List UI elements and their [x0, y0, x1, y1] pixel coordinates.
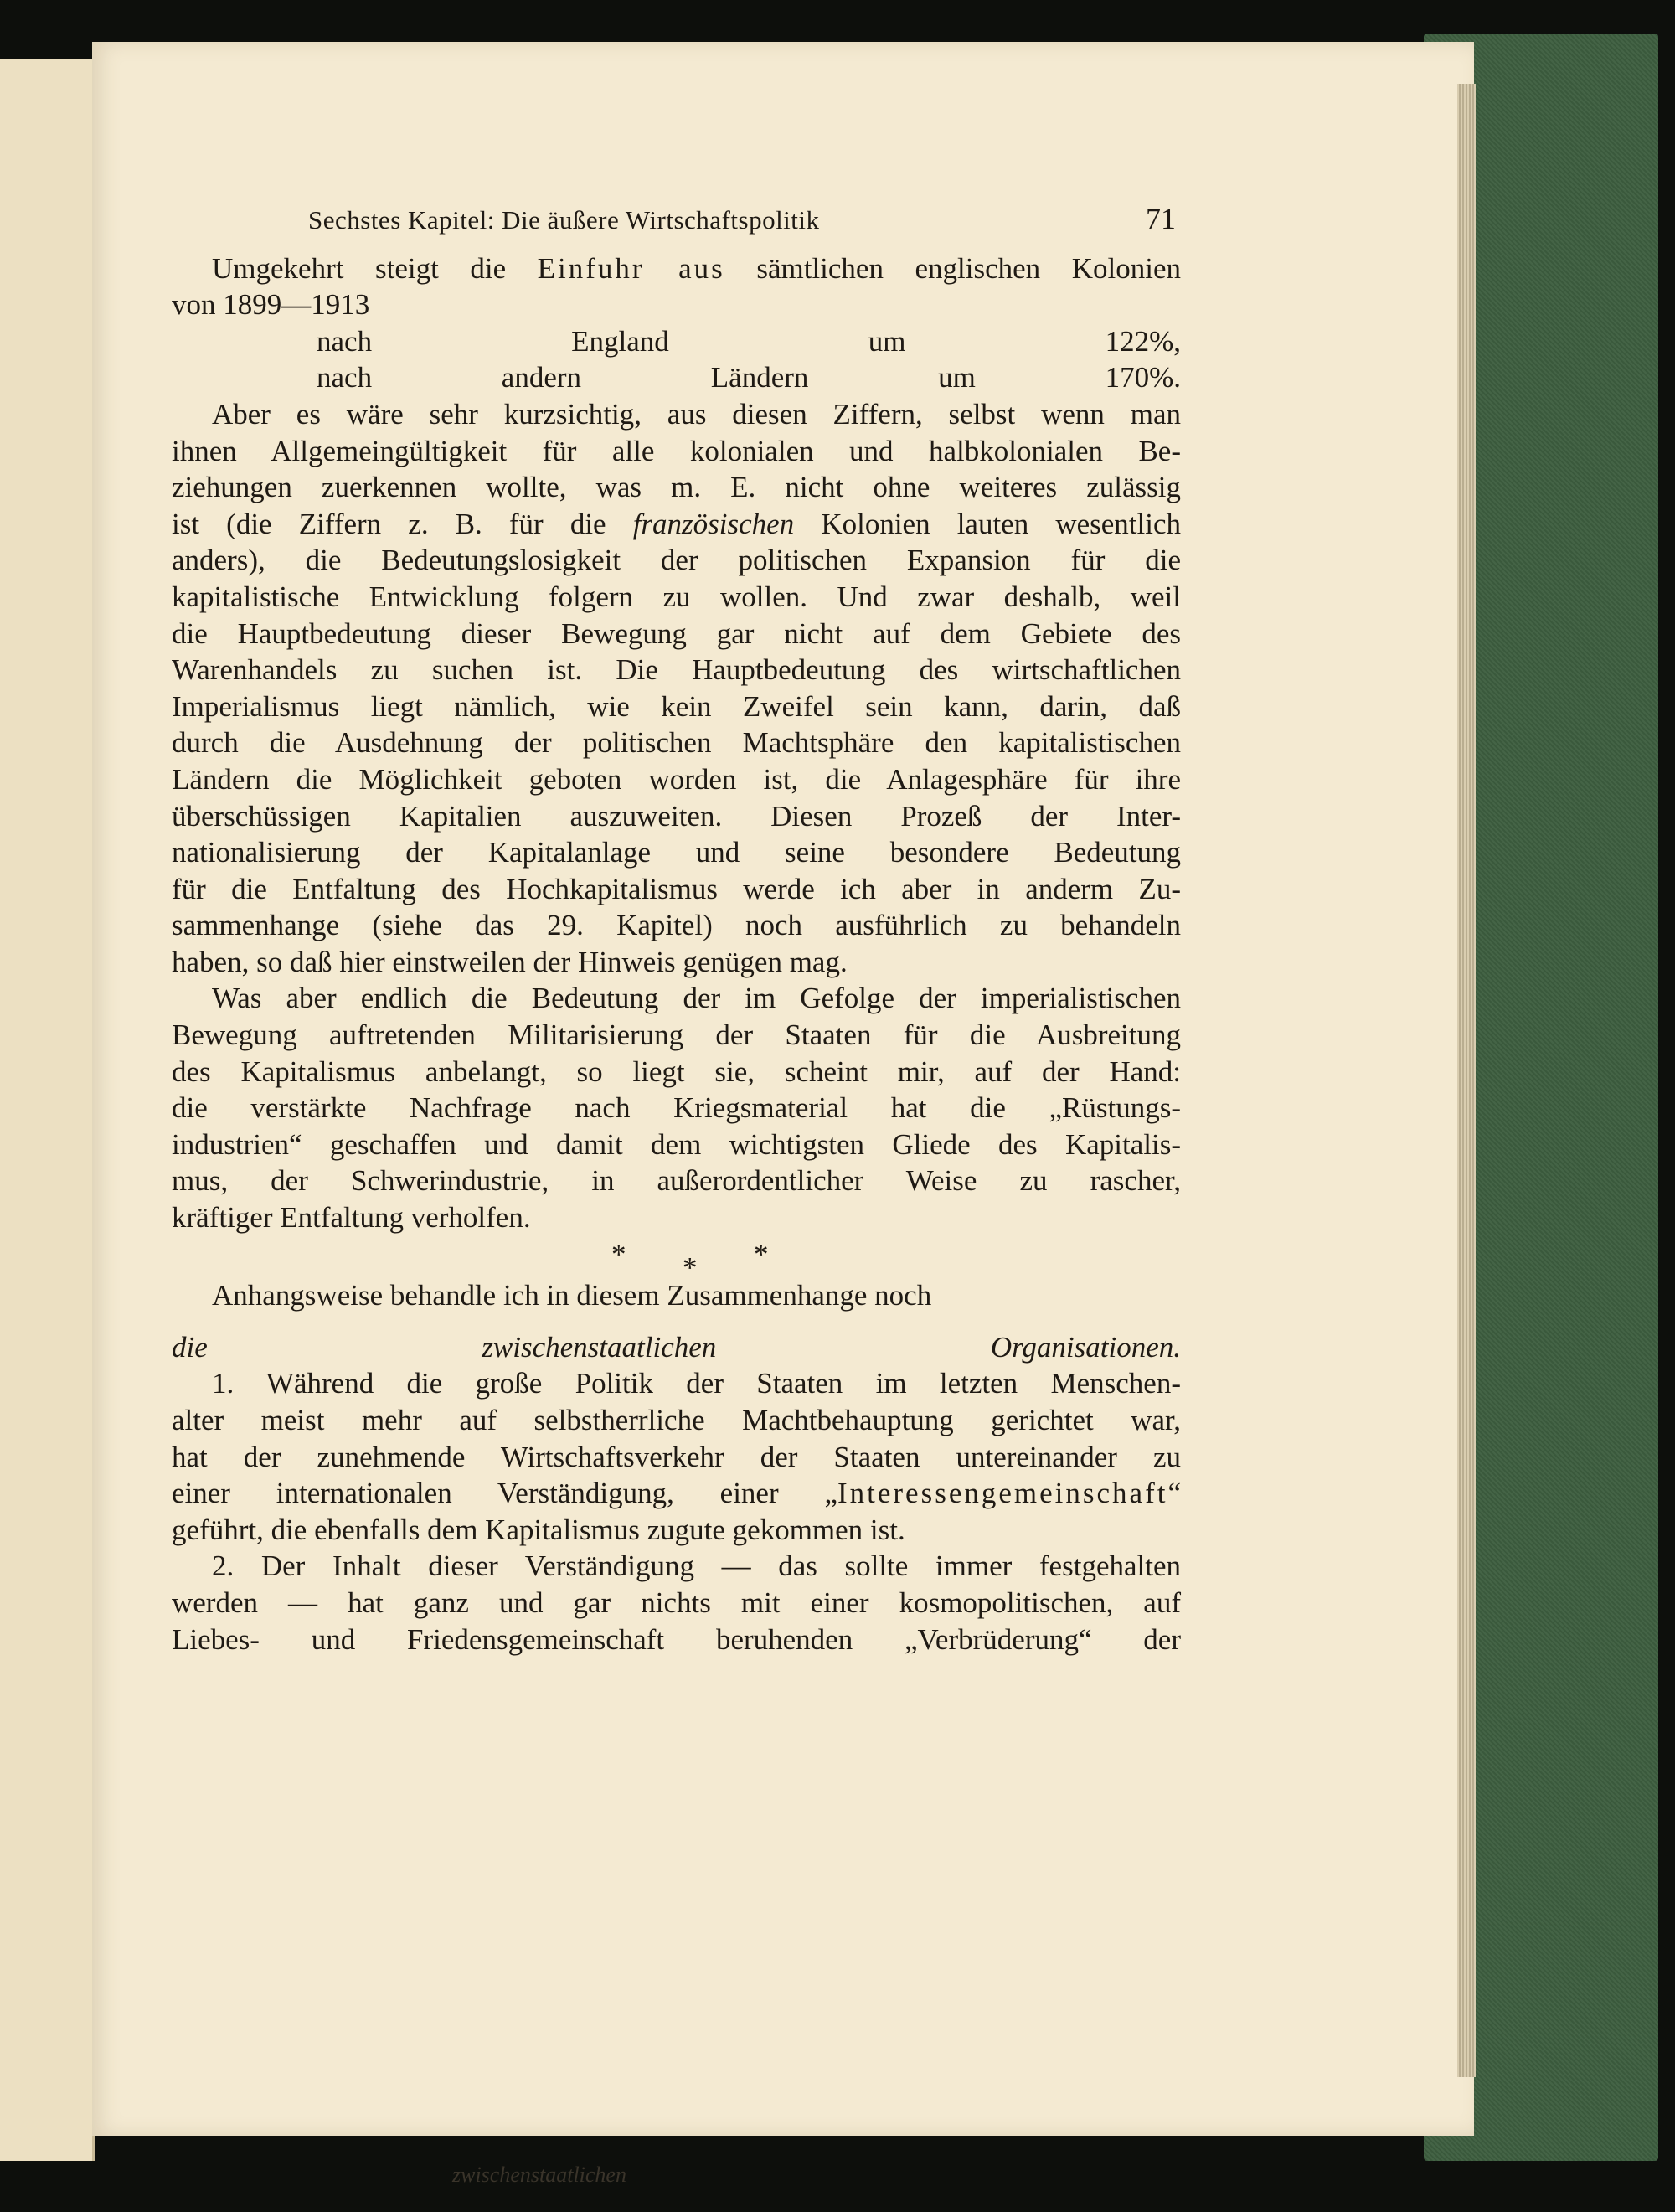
paragraph-2-line [172, 506, 1181, 543]
paragraph-4: Anhangsweise behandle ich in diesem Zusammenhange noch [212, 1279, 932, 1312]
paragraph-2-line: haben, so daß hier einstweilen der Hinweis genügen mag. [172, 945, 848, 978]
paragraph-2-line: ziehungen zuerkennen wollte, was m. E. nicht ohne weiteres zulässig [172, 471, 1181, 504]
paragraph-6-line: werden — hat ganz und gar nichts mit einer kosmopolitischen, auf [172, 1586, 1181, 1619]
paragraph-3-line: kräftiger Entfaltung verholfen. [172, 1201, 531, 1235]
section-title: die zwischenstaatlichen Organisationen. [172, 1330, 1181, 1364]
paragraph-2-line: Warenhandels zu suchen ist. Die Hauptbedeutung des wirtschaftlichen [172, 653, 1181, 687]
paragraph-2-line: Imperialismus liegt nämlich, wie kein Zweifel sein kann, darin, daß [172, 689, 1181, 723]
asterism [172, 1236, 1181, 1284]
asterisk: * [683, 1250, 698, 1284]
paragraph-6-line: Liebes- und Friedensgemeinschaft beruhenden „Verbrüderung“ der [172, 1622, 1181, 1656]
paragraph-2-line: nationalisierung der Kapitalanlage und seine besondere Bedeutung [172, 836, 1181, 869]
text-run: einer internationalen Verständigung, einer „ [172, 1477, 838, 1510]
paragraph-5-line: alter meist mehr auf selbstherrliche Machtbehauptung gerichtet war, [172, 1404, 1181, 1436]
page-edges [1457, 84, 1476, 2077]
paragraph-1-line-4: nach andern Ländern um 170%. [317, 361, 1181, 394]
paragraph-3-line: industrien“ geschaffen und damit dem wichtigsten Gliede des Kapitalis- [172, 1127, 1181, 1161]
paragraph-2-line: Ländern die Möglichkeit geboten worden ist, die Anlagesphäre für ihre [172, 762, 1181, 796]
running-title: Sechstes Kapitel: Die äußere Wirtschaftspolitik [308, 205, 820, 235]
text-run: sämtlichen englischen Kolonien [724, 251, 1181, 285]
paragraph-2-line: durch die Ausdehnung der politischen Machtsphäre den kapitalistischen [172, 726, 1181, 760]
paragraph-2-line: kapitalistische Entwicklung folgern zu wollen. Und zwar deshalb, weil [172, 580, 1181, 613]
paragraph-3-line: mus, der Schwerindustrie, in außerordentlicher Weise zu rascher, [172, 1164, 1181, 1198]
facing-page [0, 59, 95, 2161]
paragraph-5-line: 1. Während die große Politik der Staaten im letzten Menschen- [212, 1367, 1181, 1400]
spaced-emphasis: Interessengemeinschaft [837, 1477, 1168, 1510]
paragraph-2-line: für die Entfaltung des Hochkapitalismus werde ich aber in anderm Zu- [172, 872, 1181, 905]
running-header [172, 201, 1181, 239]
text-run: Kolonien lauten wesentlich [794, 507, 1181, 540]
text-run: “ [1167, 1477, 1181, 1510]
footer-signature: zwischenstaatlichen [452, 2163, 626, 2187]
asterisk: * [754, 1237, 769, 1271]
paragraph-2-line: sammenhange (siehe das 29. Kapitel) noch ausführlich zu behandeln [172, 909, 1181, 942]
asterisk: * [611, 1237, 626, 1271]
paragraph-5-line: geführt, die ebenfalls dem Kapitalismus zugute gekommen ist. [172, 1513, 905, 1546]
italic-emphasis: französischen [632, 507, 795, 540]
paragraph-2-line: Aber es wäre sehr kurzsichtig, aus diesen Ziffern, selbst wenn man [212, 397, 1181, 431]
paragraph-3-line: Bewegung auftretenden Militarisierung der Staaten für die Ausbreitung [172, 1018, 1181, 1052]
page-number: 71 [1146, 202, 1176, 235]
paragraph-1-line-1 [172, 250, 1181, 287]
paragraph-2-line: ihnen Allgemeingültigkeit für alle kolonialen und halbkolonialen Be- [172, 434, 1181, 467]
paragraph-2-line: die Hauptbedeutung dieser Bewegung gar nicht auf dem Gebiete des [172, 616, 1181, 650]
paragraph-5-line [172, 1475, 1181, 1512]
paragraph-3-line: Was aber endlich die Bedeutung der im Gefolge der imperialistischen [212, 982, 1181, 1015]
page-text [172, 201, 1181, 1658]
text-run: Umgekehrt steigt die [212, 251, 538, 285]
paragraph-1-line-2: von 1899—1913 [172, 288, 370, 322]
paragraph-5-line: hat der zunehmende Wirtschaftsverkehr der Staaten untereinander zu [172, 1440, 1181, 1473]
spaced-emphasis: Einfuhr aus [537, 251, 725, 285]
paragraph-1-line-3: nach England um 122%, [317, 324, 1181, 358]
paragraph-2-line: überschüssigen Kapitalien auszuweiten. Diesen Prozeß der Inter- [172, 799, 1181, 833]
paragraph-3-line: des Kapitalismus anbelangt, so liegt sie, scheint mir, auf der Hand: [172, 1054, 1181, 1088]
paragraph-6-line: 2. Der Inhalt dieser Verständigung — das sollte immer festgehalten [212, 1549, 1181, 1583]
paragraph-3-line: die verstärkte Nachfrage nach Kriegsmaterial hat die „Rüstungs- [172, 1091, 1181, 1125]
paragraph-2-line: anders), die Bedeutungslosigkeit der politischen Expansion für die [172, 544, 1181, 577]
text-run: ist (die Ziffern z. B. für die [172, 507, 633, 540]
